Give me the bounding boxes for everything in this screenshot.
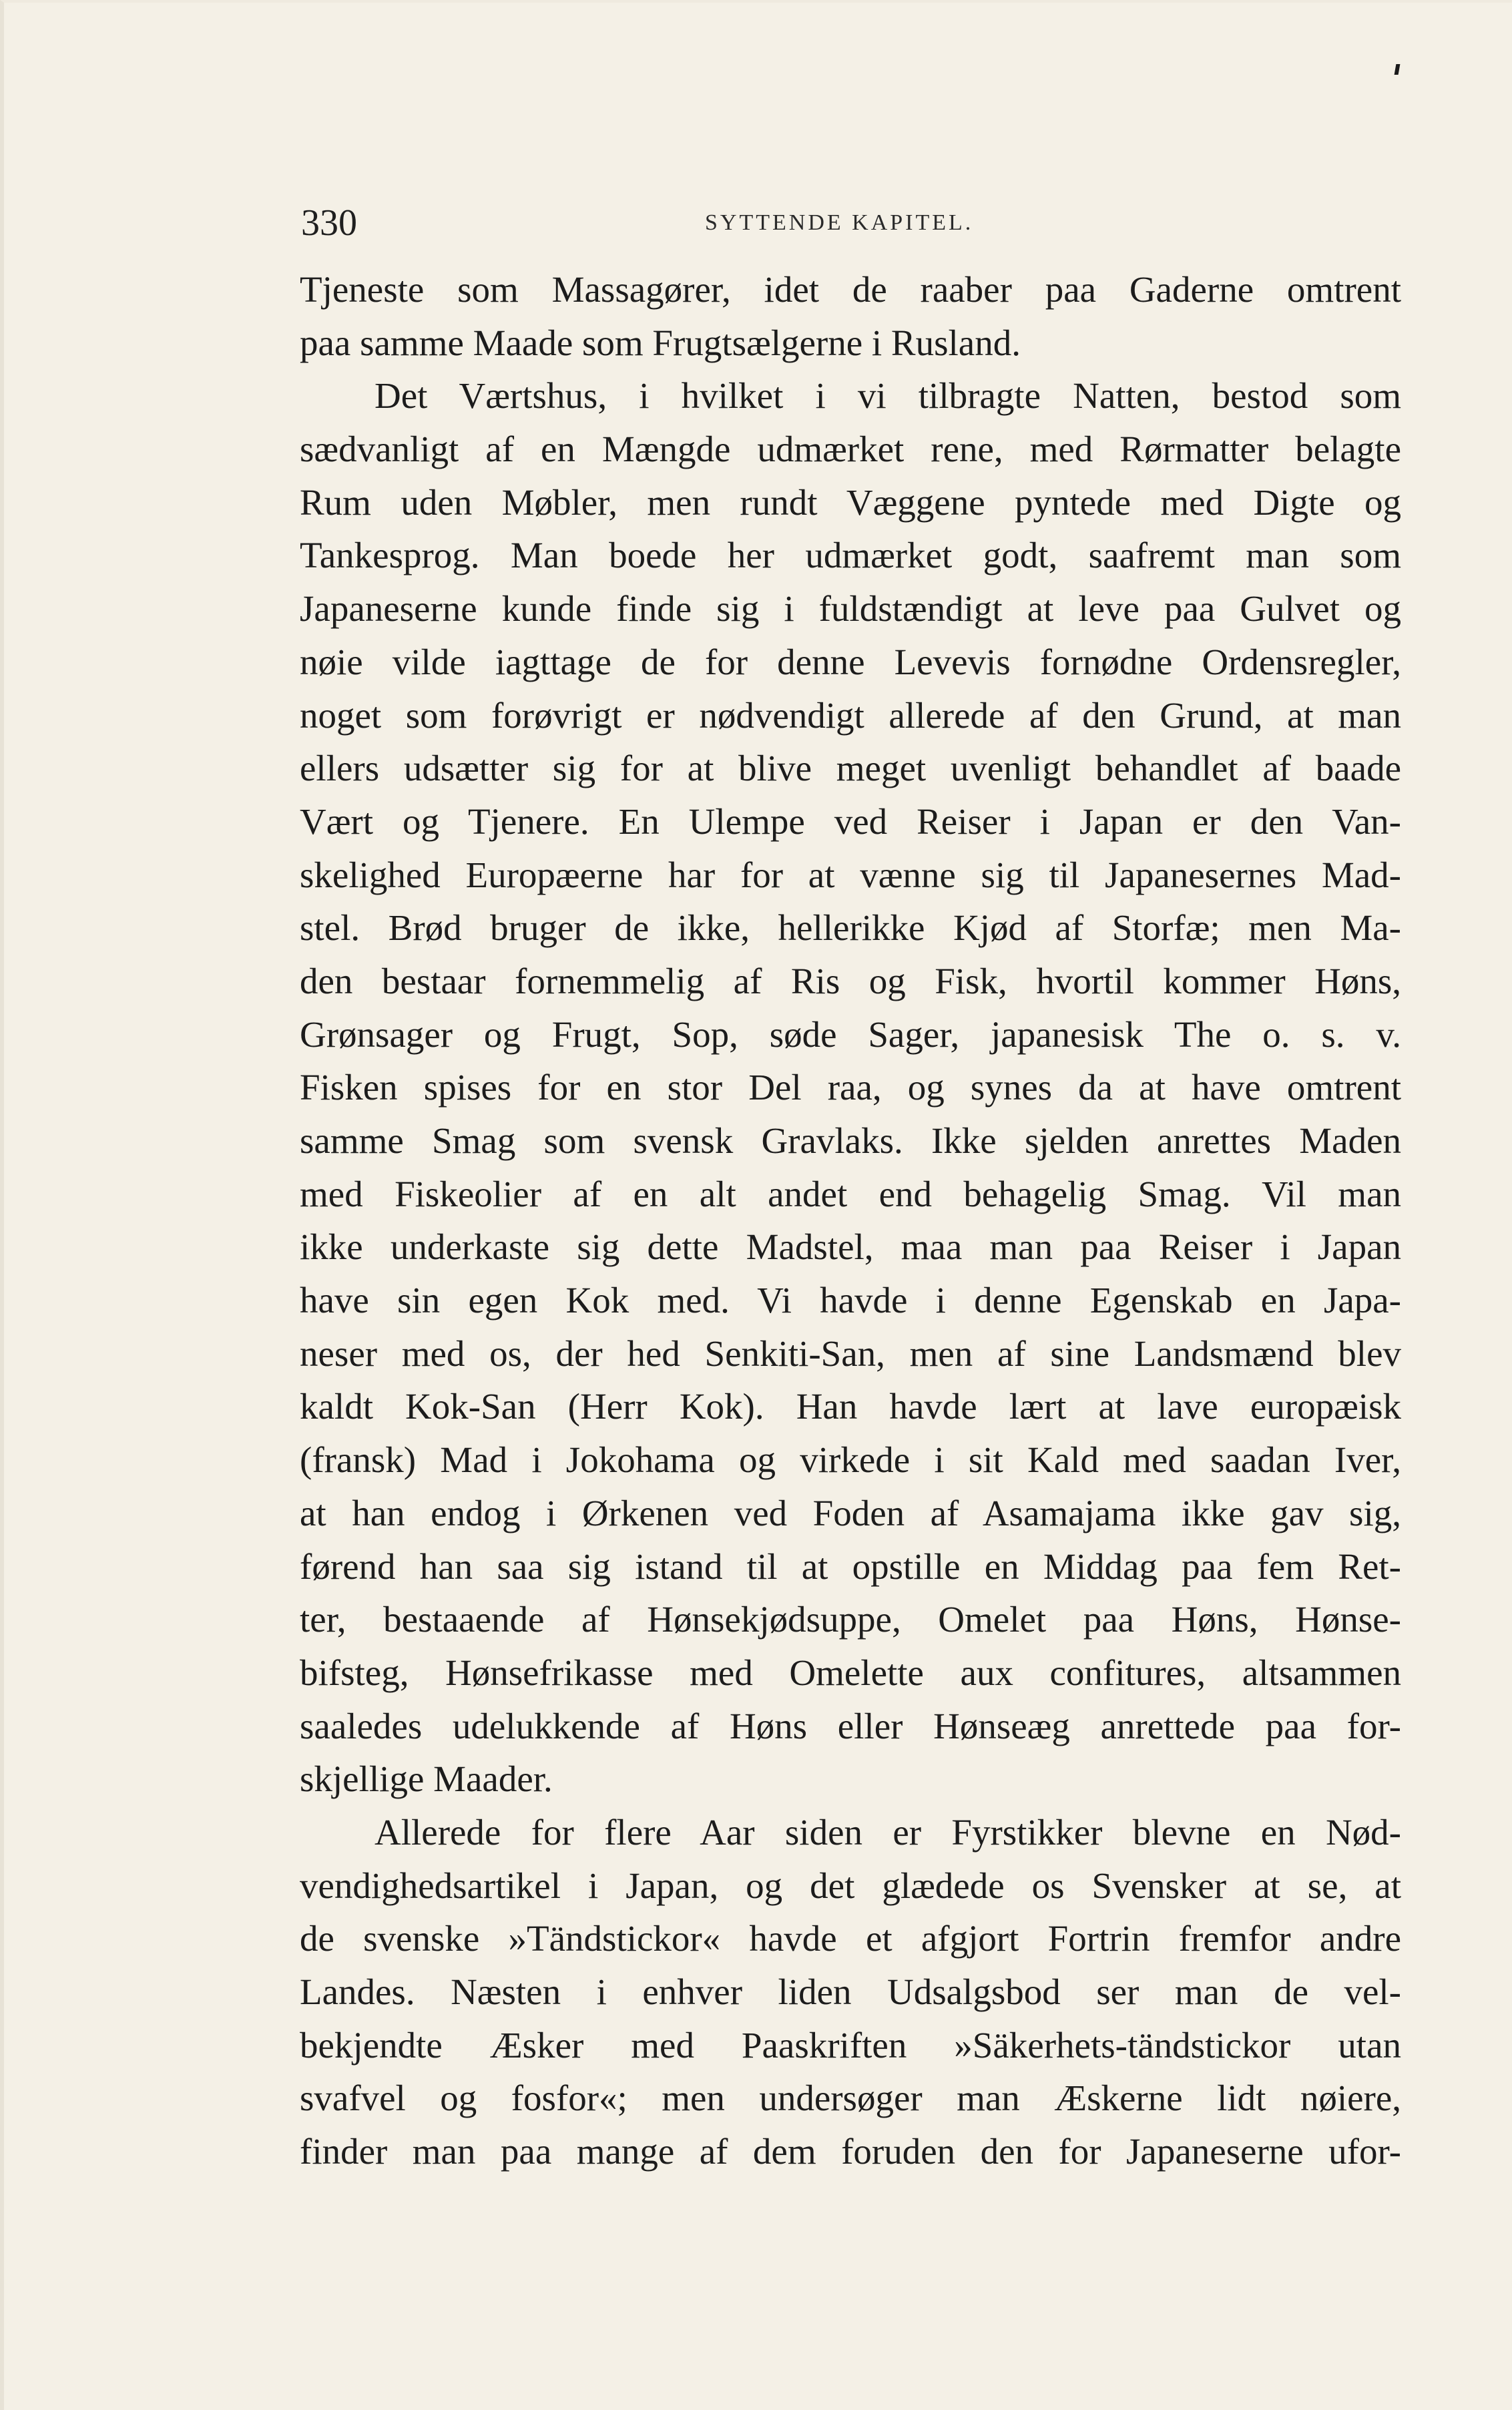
- text-line: ikke underkaste sig dette Madstel, maa man paa Reiser i Japan: [300, 1226, 1401, 1268]
- page-number: 330: [301, 202, 357, 244]
- text-line: vendighedsartikel i Japan, og det glædede os Svensker at se, at: [300, 1865, 1401, 1906]
- text-line: bifsteg, Hønsefrikasse med Omelette aux confitures, altsammen: [300, 1652, 1401, 1693]
- text-line: bekjendte Æsker med Paaskriften »Säkerhets-tändstickor utan: [300, 2024, 1401, 2066]
- text-line: saaledes udelukkende af Høns eller Hønseæg anrettede paa for-: [300, 1705, 1401, 1746]
- text-line: at han endog i Ørkenen ved Foden af Asamajama ikke gav sig,: [300, 1492, 1401, 1533]
- text-line: neser med os, der hed Senkiti-San, men af sine Landsmænd blev: [300, 1333, 1401, 1374]
- text-line: samme Smag som svensk Gravlaks. Ikke sjelden anrettes Maden: [300, 1120, 1401, 1161]
- running-head: SYTTENDE KAPITEL.: [705, 210, 974, 235]
- text-line: førend han saa sig istand til at opstille en Middag paa fem Ret-: [300, 1545, 1401, 1587]
- text-line: finder man paa mange af dem foruden den for Japaneserne ufor-: [300, 2131, 1401, 2172]
- text-line: stel. Brød bruger de ikke, hellerikke Kjød af Storfæ; men Ma-: [300, 907, 1401, 949]
- text-line: Grønsager og Frugt, Sop, søde Sager, japanesisk The o. s. v.: [300, 1013, 1401, 1055]
- text-line: paa samme Maade som Frugtsælgerne i Rusland.: [300, 322, 1021, 363]
- text-line: Japaneserne kunde finde sig i fuldstændigt at leve paa Gulvet og: [300, 588, 1401, 630]
- text-line: sædvanligt af en Mængde udmærket rene, med Rørmatter belagte: [300, 429, 1401, 470]
- text-line: de svenske »Tändstickor« havde et afgjort Fortrin fremfor andre: [300, 1918, 1401, 1959]
- page-header: [301, 196, 1403, 250]
- text-line: den bestaar fornemmelig af Ris og Fisk, hvortil kommer Høns,: [300, 960, 1401, 1001]
- text-line: svafvel og fosfor«; men undersøger man Æskerne lidt nøiere,: [300, 2078, 1401, 2119]
- ink-mark: [1395, 64, 1401, 75]
- text-line: Landes. Næsten i enhver liden Udsalgsbod ser man de vel-: [300, 1971, 1401, 2012]
- text-line: skelighed Europæerne har for at vænne sig til Japanesernes Mad-: [300, 854, 1401, 895]
- text-line: kaldt Kok-San (Herr Kok). Han havde lært at lave europæisk: [300, 1386, 1401, 1427]
- text-line: Vært og Tjenere. En Ulempe ved Reiser i Japan er den Van-: [300, 800, 1401, 842]
- text-line: skjellige Maader.: [300, 1758, 553, 1800]
- text-line: Rum uden Møbler, men rundt Væggene pyntede med Digte og: [300, 481, 1401, 523]
- text-line: Det Værtshus, i hvilket i vi tilbragte Natten, bestod som: [374, 375, 1401, 417]
- text-line: nøie vilde iagttage de for denne Levevis fornødne Ordensregler,: [300, 641, 1401, 682]
- text-line: have sin egen Kok med. Vi havde i denne Egenskab en Japa-: [300, 1280, 1401, 1321]
- text-line: Tjeneste som Massagører, idet de raaber paa Gaderne omtrent: [300, 269, 1401, 310]
- text-line: Fisken spises for en stor Del raa, og synes da at have omtrent: [300, 1067, 1401, 1108]
- text-line: noget som forøvrigt er nødvendigt allerede af den Grund, at man: [300, 694, 1401, 736]
- text-line: (fransk) Mad i Jokohama og virkede i sit Kald med saadan Iver,: [300, 1439, 1401, 1481]
- text-line: ellers udsætter sig for at blive meget uvenligt behandlet af baade: [300, 748, 1401, 789]
- text-line: med Fiskeolier af en alt andet end behagelig Smag. Vil man: [300, 1173, 1401, 1214]
- body-text: [300, 263, 1401, 2178]
- text-line: ter, bestaaende af Hønsekjødsuppe, Omelet paa Høns, Hønse-: [300, 1599, 1401, 1640]
- text-line: Tankesprog. Man boede her udmærket godt, saafremt man som: [300, 535, 1401, 576]
- text-line: Allerede for flere Aar siden er Fyrstikker blevne en Nød-: [374, 1811, 1401, 1853]
